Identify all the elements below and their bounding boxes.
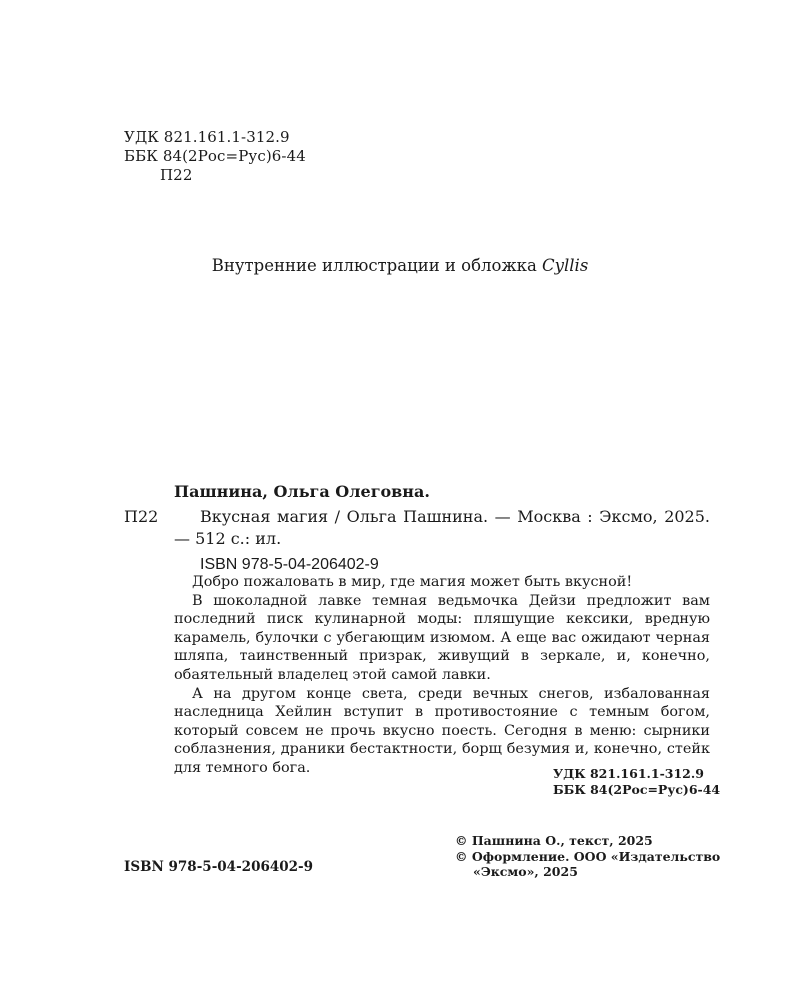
author-mark: П22 — [160, 166, 193, 184]
isbn-bottom: ISBN 978-5-04-206402-9 — [124, 859, 314, 875]
copyright-publisher-line: «Эксмо», 2025 — [473, 864, 578, 879]
record-title-row — [124, 506, 710, 550]
record-author: Пашнина, Ольга Олеговна. — [174, 482, 430, 501]
record-isbn: ISBN 978-5-04-206402-9 — [200, 556, 379, 573]
record-title-line: Вкусная магия / Ольга Пашнина. — Москва : Эксмо, 2025. — 512 с.: ил. — [174, 507, 710, 548]
copyright-block — [455, 833, 720, 880]
copyright-text-line: © Пашнина О., текст, 2025 — [455, 833, 653, 848]
copyright-design-line: © Оформление. ООО «Издательство — [455, 848, 721, 864]
udk-code-right: УДК 821.161.1-312.9 — [553, 766, 704, 781]
illustrations-text: Внутренние иллюстрации и обложка — [211, 256, 543, 275]
annotation-paragraph: Добро пожаловать в мир, где магия может быть вкусной! — [192, 574, 633, 590]
annotation-text — [174, 573, 710, 778]
annotation-paragraph: А на другом конце света, среди вечных снегов, избалованная наследница Хейлин вступит в противостояние с темным богом, который совсем не прочь вкусно поесть. Сегодня в меню: сырники соблазнения, драники бестактности, борщ безумия и, конечно, стейк для темного бога. — [174, 685, 710, 776]
bibliographic-record — [124, 482, 710, 575]
record-author-mark: П22 — [124, 507, 159, 526]
bbk-code: ББК 84(2Рос=Рус)6-44 — [124, 147, 306, 165]
illustrations-credit — [0, 256, 800, 276]
bbk-code-right: ББК 84(2Рос=Рус)6-44 — [553, 782, 721, 797]
top-classification-codes — [124, 128, 306, 185]
right-classification-codes — [553, 766, 720, 798]
annotation-paragraph: В шоколадной лавке темная ведьмочка Дейзи предложит вам последний писк кулинарной моды: пляшущие кексики, вредную карамель, булочки с убегающим изюмом. А еще вас ожидают черная шляпа, таинственный призрак, живущий в зеркале, и, конечно, обаятельный владелец этой самой лавки. — [174, 592, 710, 683]
udk-code: УДК 821.161.1-312.9 — [124, 128, 290, 146]
illustrator-name: Cyllis — [542, 256, 589, 275]
